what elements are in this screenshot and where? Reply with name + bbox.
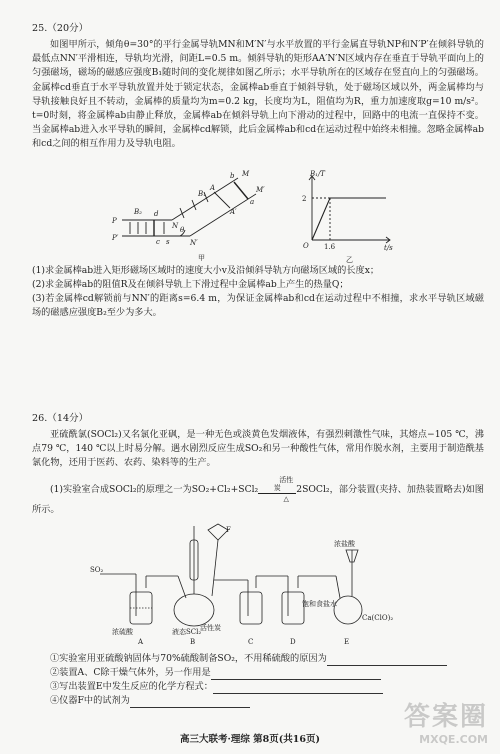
label-s: s xyxy=(166,238,170,246)
watermark xyxy=(404,696,488,746)
label-Pp: P′ xyxy=(112,234,119,242)
app-sat-nacl: 饱和食盐水 xyxy=(302,600,337,608)
app-caclo2: Ca(ClO)₂ xyxy=(362,614,394,622)
app-carbon: 活性炭 xyxy=(200,624,221,632)
q26-subq-2-text: ②装置A、C除干燥气体外，另一作用是 xyxy=(50,667,211,678)
q26-subq-1-text: ①实验室用亚硫酸钠固体与70%硫酸制备SO₂，不用稀硫酸的原因为 xyxy=(50,653,327,664)
label-b: b xyxy=(230,172,235,180)
q26-subq-4-text: ④仪器F中的试剂为 xyxy=(50,695,130,706)
figure-jia xyxy=(110,168,270,266)
yi-origin: O xyxy=(303,242,309,250)
q25-header: 25.（20分） xyxy=(32,23,89,34)
label-Mp: M′ xyxy=(256,186,265,194)
apparatus-figure xyxy=(90,510,394,648)
q26-part1-prefix: (1)实验室合成SOCl₂的原理之一为SO₂+Cl₂+SCl₂ xyxy=(50,484,259,495)
q26-intro: 亚硫酰氯(SOCl₂)又名氯化亚砜，是一种无色或淡黄色发烟液体，有强烈刺激性气味，其熔点−105 ℃，沸点79 ℃，140 ℃以上时易分解。遇水剧烈反应生成SO₂和另一种酸性气体，常用作脱水剂，主要用于制造酰基氯化物，还用于医药、农药、染料等的生产。 xyxy=(32,429,484,469)
app-conc-hcl: 浓盐酸 xyxy=(334,540,355,548)
app-scl2: 液态SCl₂ xyxy=(172,628,202,636)
page-footer: 高三大联考·理综 第8页(共16页) xyxy=(180,734,320,745)
label-N: N xyxy=(172,222,179,230)
label-Ap: A′ xyxy=(230,208,237,216)
cond-top: 活性炭 xyxy=(273,476,294,492)
caption-yi: 乙 xyxy=(346,256,353,264)
label-B2: B₂ xyxy=(134,208,142,216)
q26-subq-2 xyxy=(32,666,484,680)
label-M: M xyxy=(242,170,250,178)
q25-subq-2: (2)求金属棒ab的阻值R及在倾斜导轨上下滑过程中金属棒ab上产生的热量Q； xyxy=(32,279,349,290)
yi-ytick: 2 xyxy=(302,195,307,203)
label-c: c xyxy=(156,238,160,246)
label-d: d xyxy=(154,210,159,218)
app-C: C xyxy=(248,638,254,646)
q26-part1-suffix: 2SOCl₂，部分装置(夹持、加热装置略去)如图所示。 xyxy=(32,484,484,515)
caption-jia: 甲 xyxy=(198,254,205,262)
label-B1: B₁ xyxy=(198,190,206,198)
yi-ylabel: B₁/T xyxy=(310,170,325,178)
q25-subq-3: (3)若金属棒cd解锁前与NN′的距离s=6.4 m，为保证金属棒ab和cd在运动过程中不相撞，求水平导轨区域磁场的磁感应强度B₂至少为多大。 xyxy=(32,293,484,319)
app-conc-h2so4: 浓硫酸 xyxy=(112,628,133,636)
label-a: a xyxy=(250,198,255,206)
reaction-arrow xyxy=(258,476,296,503)
watermark-big: 答案圈 xyxy=(403,702,488,732)
answer-blank-2[interactable] xyxy=(211,669,381,680)
app-F: F xyxy=(226,526,231,534)
yi-xtick: 1.6 xyxy=(324,243,336,251)
q25-subq-1: (1)求金属棒ab进入矩形磁场区域时的速度大小v及沿倾斜导轨方向磁场区域的长度x； xyxy=(32,265,380,276)
q26-subq-1 xyxy=(32,652,484,666)
label-P: P xyxy=(112,217,117,225)
app-E: E xyxy=(344,638,350,646)
yi-xlabel: t/s xyxy=(384,244,393,252)
app-B: B xyxy=(190,638,196,646)
app-D: D xyxy=(290,638,296,646)
label-A: A xyxy=(210,184,216,192)
label-Np: N′ xyxy=(190,239,198,247)
q26-subq-3 xyxy=(32,680,484,694)
figure-yi xyxy=(290,168,400,266)
answer-blank-3[interactable] xyxy=(213,683,383,694)
app-so2: SO₂ xyxy=(90,566,104,574)
q26-header: 26.（14分） xyxy=(32,413,89,424)
q26-subq-3-text: ③写出装置E中发生反应的化学方程式： xyxy=(50,681,213,692)
q25-intro: 如图甲所示，倾角θ=30°的平行金属导轨MN和M′N′与水平放置的平行金属直导轨NP和N′P′在倾斜导轨的最低点NN′平滑相连，导轨均光滑，间距L=0.5 m。倾斜导轨的矩形AA′N′N区域内存在垂直于导轨平面向上的匀强磁场，磁场的磁感应强度B₁随时间的变化规律如图乙所示；水平导轨所在的区域存在竖直向上的匀强磁场。金属棒cd垂直于水平导轨放置并处于锁定状态，金属棒ab垂直于倾斜导轨，处于磁场区域以外，两金属棒均与导轨接触良好且不转动，金属棒的质量均为m=0.2 kg，长度均为L，阻值均为R，重力加速度取g=10 m/s²。t=0时刻，将金属棒ab由静止释放，金属棒ab在倾斜导轨上向下滑动的过程中，回路中的电流一直保持不变。当金属棒ab进入水平导轨的瞬间，金属棒cd解锁，此后金属棒ab和cd在运动过程中始终未相撞。忽略金属棒ab和cd之间的相互作用力及导轨电阻。 xyxy=(32,39,484,150)
answer-blank-1[interactable] xyxy=(327,655,447,666)
label-theta: θ xyxy=(180,226,185,234)
app-A: A xyxy=(138,638,144,646)
answer-blank-4[interactable] xyxy=(130,697,250,708)
watermark-small: MXQE.COM xyxy=(419,733,488,746)
cond-bottom: △ xyxy=(283,495,289,503)
